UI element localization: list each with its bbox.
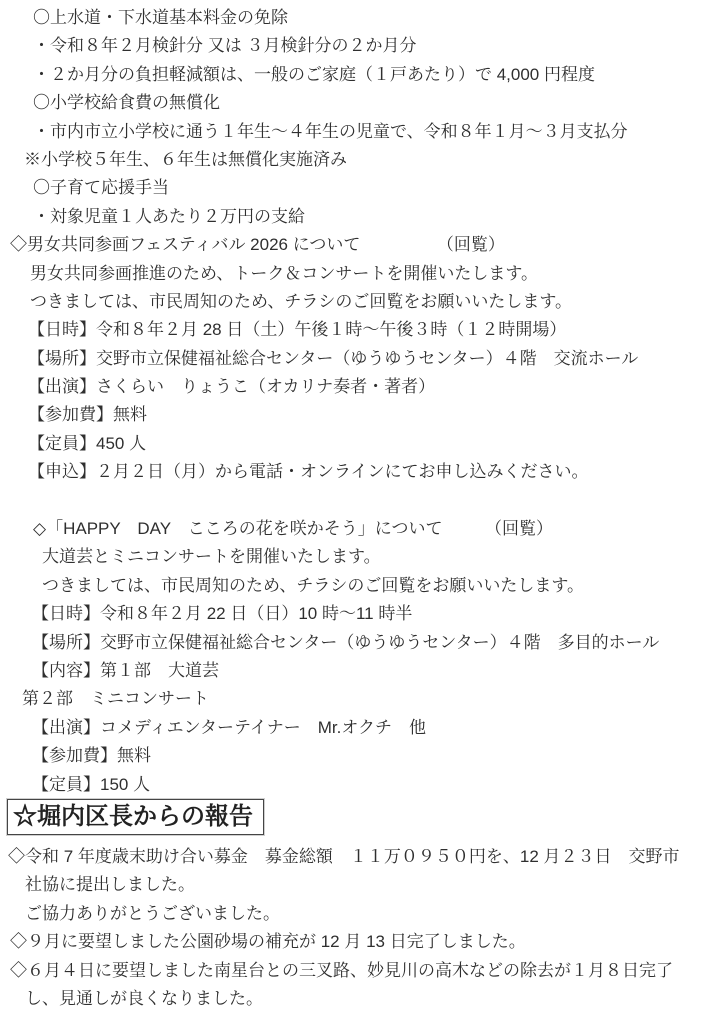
text-line: 【場所】交野市立保健福祉総合センター（ゆうゆうセンター）４階 交流ホール	[28, 348, 639, 368]
text-line: 【出演】さくらい りょうこ（オカリナ奏者・著者）	[28, 377, 436, 397]
text-line	[0, 487, 719, 515]
text-line: つきましては、市民周知のため、チラシのご回覧をお願いいたします。	[42, 575, 584, 595]
text-line: ◇令和 7 年度歳末助け合い募金 募金総額 １１万０９５０円を、12 月２３日 交野市	[8, 846, 680, 866]
text-line: ご協力ありがとうございました。	[25, 903, 280, 923]
text-line: ◇男女共同参画フェスティバル 2026 について （回覧）	[10, 235, 505, 255]
text-line: 【参加費】無料	[32, 746, 151, 766]
text-line: ◇「HAPPY DAY こころの花を咲かそう」について （回覧）	[33, 519, 553, 539]
announcement-text-block	[0, 4, 719, 799]
text-line: 【日時】令和８年２月 28 日（土）午後１時～午後３時（１２時開場）	[28, 320, 567, 340]
text-line: ・令和８年２月検針分 又は ３月検針分の２か月分	[33, 36, 417, 56]
text-line: 第２部 ミニコンサート	[22, 689, 209, 709]
text-line: ・対象児童１人あたり２万円の支給	[33, 206, 305, 226]
report-section-heading: ☆堀内区長からの報告	[7, 799, 264, 835]
text-line: 〇小学校給食費の無償化	[33, 93, 220, 113]
text-line: 社協に提出しました。	[25, 875, 195, 895]
text-line: 【日時】令和８年２月 22 日（日）10 時～11 時半	[32, 604, 413, 624]
text-line: ◇９月に要望しました公園砂場の補充が 12 月 13 日完了しました。	[10, 932, 526, 952]
text-line: 【参加費】無料	[28, 405, 147, 425]
text-line: 【場所】交野市立保健福祉総合センター（ゆうゆうセンター）４階 多目的ホール	[32, 632, 660, 652]
text-line: 【内容】第１部 大道芸	[32, 660, 219, 680]
text-line: 【定員】150 人	[32, 774, 151, 794]
text-line: 【定員】450 人	[28, 433, 147, 453]
text-line: ・２か月分の負担軽減額は、一般のご家庭（１戸あたり）で 4,000 円程度	[33, 64, 595, 84]
text-line: つきましては、市民周知のため、チラシのご回覧をお願いいたします。	[30, 291, 572, 311]
text-line: 【出演】コメディエンターテイナー Mr.オクチ 他	[32, 717, 427, 737]
report-text-block	[0, 843, 719, 1013]
text-line: 男女共同参画推進のため、トーク＆コンサートを開催いたします。	[30, 263, 538, 283]
text-line: ※小学校５年生、６年生は無償化実施済み	[24, 149, 347, 169]
text-line: 〇上水道・下水道基本料金の免除	[33, 8, 288, 27]
text-line: 〇子育て応援手当	[33, 178, 169, 198]
text-line: ・市内市立小学校に通う１年生～４年生の児童で、令和８年１月～３月支払分	[33, 121, 628, 141]
text-line: 大道芸とミニコンサートを開催いたします。	[42, 547, 381, 567]
text-line: ◇６月４日に要望しました南星台との三叉路、妙見川の高木などの除去が１月８日完了	[10, 960, 673, 980]
text-line: 【申込】２月２日（月）から電話・オンラインにてお申し込みください。	[28, 462, 589, 482]
text-line: し、見通しが良くなりました。	[25, 988, 263, 1008]
